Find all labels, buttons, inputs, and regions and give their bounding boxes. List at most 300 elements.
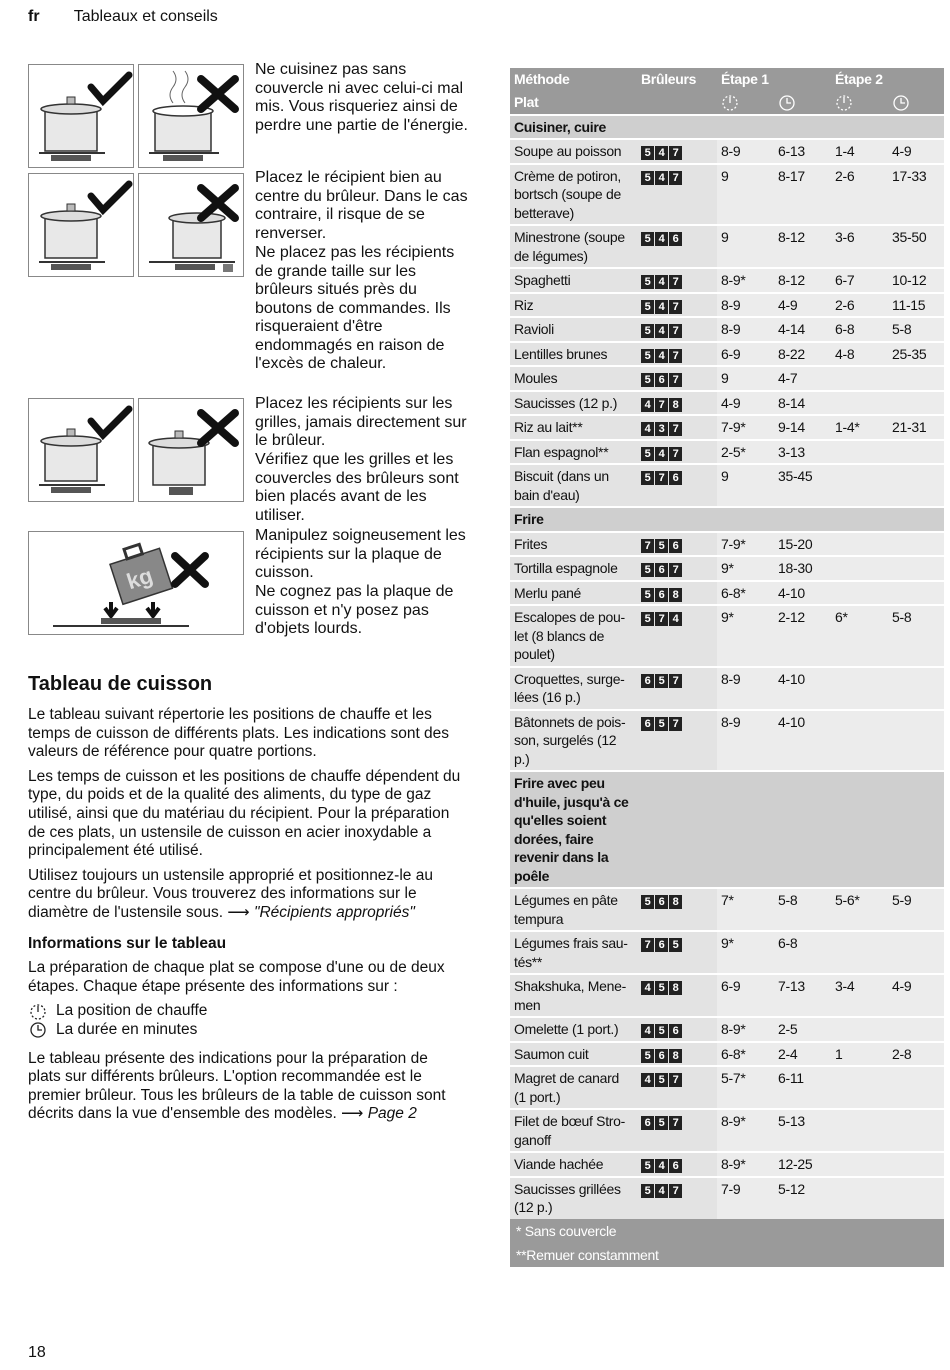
step1-time: 18-30 [774, 556, 831, 581]
burner-badge: 6 [669, 471, 682, 485]
dish-name: Filet de bœuf Stro-ganoff [510, 1109, 637, 1152]
step1-heat: 8-9* [717, 1017, 774, 1042]
burner-badge: 7 [669, 171, 682, 185]
step1-time: 2-12 [774, 605, 831, 667]
burner-badge: 5 [641, 349, 654, 363]
step2-time [888, 366, 944, 391]
table-row [510, 139, 944, 164]
step1-time: 5-12 [774, 1177, 831, 1219]
pot-with-lid-ok-illustration [28, 64, 134, 168]
pot-cross-icon [139, 65, 245, 169]
col-plat: Plat [510, 91, 637, 115]
step2-heat: 6-7 [831, 268, 888, 293]
burners-cell [637, 556, 717, 581]
burner-badge: 7 [641, 539, 654, 553]
table-row [510, 1066, 944, 1109]
step1-time: 3-13 [774, 440, 831, 465]
step1-time: 4-10 [774, 710, 831, 772]
step2-heat [831, 1109, 888, 1152]
dish-name: Tortilla espagnole [510, 556, 637, 581]
burner-badge: 5 [655, 1073, 668, 1087]
step1-heat: 8-9 [717, 139, 774, 164]
pot-no-lid-wrong-illustration [138, 64, 244, 168]
step2-heat: 3-4 [831, 974, 888, 1017]
subsection-title: Informations sur le tableau [28, 934, 227, 952]
burner-badge: 4 [669, 612, 682, 626]
table-row [510, 268, 944, 293]
section-title: Tableau de cuisson [28, 673, 213, 695]
burner-badge: 5 [641, 447, 654, 461]
burner-badge: 4 [655, 146, 668, 160]
step2-time: 25-35 [888, 342, 944, 367]
step1-heat: 9* [717, 605, 774, 667]
burner-badge: 6 [669, 232, 682, 246]
step2-heat [831, 710, 888, 772]
burners-cell [637, 931, 717, 974]
table-row [510, 464, 944, 507]
table-row [510, 366, 944, 391]
step1-time: 6-11 [774, 1066, 831, 1109]
step2-time: 11-15 [888, 293, 944, 318]
burner-badge: 7 [669, 1073, 682, 1087]
burners-cell [637, 391, 717, 416]
table-row [510, 225, 944, 268]
dish-name: Spaghetti [510, 268, 637, 293]
table-row [510, 974, 944, 1017]
table-row [510, 1152, 944, 1177]
step2-time: 17-33 [888, 164, 944, 226]
pot-cross-icon [139, 399, 245, 503]
step2-heat: 6-8 [831, 317, 888, 342]
burner-badge: 4 [655, 171, 668, 185]
burner-badge: 5 [641, 300, 654, 314]
burner-badge: 6 [655, 1049, 668, 1063]
step2-time [888, 931, 944, 974]
step2-time [888, 391, 944, 416]
col-etape2: Étape 2 [831, 68, 944, 91]
step1-time: 8-12 [774, 268, 831, 293]
burner-badge: 7 [669, 349, 682, 363]
burner-badge: 4 [655, 1184, 668, 1198]
legend-time: La durée en minutes [28, 1021, 463, 1040]
burner-badge: 6 [655, 373, 668, 387]
step1-time: 7-13 [774, 974, 831, 1017]
dish-name: Crème de potiron, bortsch (soupe de betterave) [510, 164, 637, 226]
dish-name: Riz [510, 293, 637, 318]
burners-cell [637, 415, 717, 440]
step1-heat: 9* [717, 556, 774, 581]
burner-badge: 7 [669, 717, 682, 731]
step1-heat: 7-9 [717, 1177, 774, 1219]
step2-heat: 3-6 [831, 225, 888, 268]
footnote-stir: **Remuer constamment [510, 1243, 944, 1267]
dish-name: Moules [510, 366, 637, 391]
table-row [510, 888, 944, 931]
cooking-table [510, 68, 944, 1267]
burner-badge: 5 [641, 612, 654, 626]
heat-position-icon [721, 94, 741, 112]
dish-name: Légumes frais sau-tés** [510, 931, 637, 974]
dish-name: Ravioli [510, 317, 637, 342]
step2-heat: 4-8 [831, 342, 888, 367]
dish-name: Escalopes de pou-let (8 blancs de poulet) [510, 605, 637, 667]
burner-badge: 5 [641, 373, 654, 387]
burners-cell [637, 605, 717, 667]
step2-heat [831, 667, 888, 710]
step2-heat [831, 366, 888, 391]
step1-heat: 8-9 [717, 317, 774, 342]
tip-large-pots: Ne placez pas les récipients de grande taille sur les brûleurs situés près du boutons de commandes. Ils risqueraient d'être endommagés en raison de l'excès de chaleur. [255, 244, 455, 372]
step2-time: 21-31 [888, 415, 944, 440]
burner-badge: 7 [655, 471, 668, 485]
table-row [510, 605, 944, 667]
step2-heat [831, 464, 888, 507]
burner-badge: 4 [655, 324, 668, 338]
burner-badge: 4 [641, 1073, 654, 1087]
category-row [510, 507, 944, 532]
dish-name: Saucisses (12 p.) [510, 391, 637, 416]
weight-label: kg [123, 562, 156, 595]
cookware-paragraph: Utilisez toujours un ustensile approprié et positionnez-le au centre du brûleur. Vous trouverez des informations sur le diamètre de l'ustensile sous. ⟶ "Récipients appropriés" [28, 866, 433, 921]
burner-badge: 6 [655, 895, 668, 909]
step1-time: 6-8 [774, 931, 831, 974]
section-body [28, 706, 463, 1130]
step2-heat [831, 1177, 888, 1219]
header-title: Tableaux et conseils [73, 8, 218, 25]
burner-badge: 5 [641, 1049, 654, 1063]
dish-name: Lentilles brunes [510, 342, 637, 367]
burners-cell [637, 1042, 717, 1067]
heat-position-icon [28, 1003, 48, 1021]
step2-time: 4-9 [888, 139, 944, 164]
step2-heat [831, 440, 888, 465]
pot-centered-ok-illustration [28, 173, 134, 277]
step1-heat: 6-9 [717, 342, 774, 367]
burners-cell [637, 581, 717, 606]
dish-name: Frites [510, 532, 637, 557]
step1-time: 8-12 [774, 225, 831, 268]
step1-heat: 2-5* [717, 440, 774, 465]
burners-cell [637, 317, 717, 342]
tip-check-grid: Vérifiez que les grilles et les couvercles des brûleurs sont bien placés avant de les utiliser. [255, 451, 459, 524]
table-row [510, 293, 944, 318]
burner-badge: 4 [655, 275, 668, 289]
table-row [510, 1042, 944, 1067]
step2-heat [831, 1066, 888, 1109]
burners-cell [637, 366, 717, 391]
step2-heat [831, 391, 888, 416]
burner-badge: 7 [669, 300, 682, 314]
burner-badge: 7 [669, 146, 682, 160]
burner-badge: 6 [641, 674, 654, 688]
step1-time: 8-17 [774, 164, 831, 226]
burner-badge: 4 [641, 1024, 654, 1038]
arrow-icon: ⟶ [227, 903, 250, 921]
burner-badge: 5 [641, 895, 654, 909]
dependency-paragraph: Les temps de cuisson et les positions de chauffe dépendent du type, du poids et de la qualité des aliments, du type de gaz utilisé, ainsi que du matériau du récipient. Pour la préparation de ces plats, un ustensile de cuisson en acier inoxydable a principalement été utilisé. [28, 767, 461, 860]
heat-position-icon [835, 94, 855, 112]
arrow-icon: ⟶ [341, 1105, 364, 1123]
burner-badge: 4 [655, 232, 668, 246]
burner-badge: 7 [655, 612, 668, 626]
dish-name: Flan espagnol** [510, 440, 637, 465]
step1-heat: 5-7* [717, 1066, 774, 1109]
step2-heat [831, 532, 888, 557]
burner-badge: 8 [669, 1049, 682, 1063]
pot-cross-icon [139, 174, 245, 278]
page-header [28, 8, 218, 26]
burner-badge: 5 [655, 1116, 668, 1130]
burners-cell [637, 342, 717, 367]
step1-time: 4-10 [774, 581, 831, 606]
step2-heat [831, 581, 888, 606]
step2-time [888, 667, 944, 710]
burners-cell [637, 1066, 717, 1109]
burners-cell [637, 710, 717, 772]
step2-time [888, 1109, 944, 1152]
tip-lid: Ne cuisinez pas sans couvercle ni avec celui-ci mal mis. Vous risqueriez ainsi de perdre une partie de l'énergie. [255, 61, 468, 134]
step1-heat: 8-9* [717, 1152, 774, 1177]
step1-heat: 8-9* [717, 1109, 774, 1152]
step2-time: 5-9 [888, 888, 944, 931]
burner-badge: 5 [641, 275, 654, 289]
burner-badge: 5 [641, 563, 654, 577]
burners-cell [637, 268, 717, 293]
dish-name: Minestrone (soupe de légumes) [510, 225, 637, 268]
burner-badge: 6 [641, 717, 654, 731]
step1-heat: 6-8* [717, 581, 774, 606]
burner-badge: 6 [669, 539, 682, 553]
burner-badge: 5 [655, 717, 668, 731]
col-bruleurs: Brûleurs [637, 68, 717, 91]
burners-cell [637, 225, 717, 268]
table-row [510, 440, 944, 465]
dish-name: Saucisses grillées (12 p.) [510, 1177, 637, 1219]
clock-icon [892, 94, 912, 112]
step1-time: 4-14 [774, 317, 831, 342]
step2-heat: 2-6 [831, 293, 888, 318]
burner-badge: 7 [655, 398, 668, 412]
language-code: fr [28, 8, 40, 25]
pot-check-icon [29, 174, 135, 278]
pot-offcenter-wrong-illustration [138, 173, 244, 277]
table-row [510, 415, 944, 440]
step2-time: 2-8 [888, 1042, 944, 1067]
pot-check-icon [29, 65, 135, 169]
burner-badge: 5 [641, 588, 654, 602]
category-row [510, 115, 944, 140]
step1-heat: 6-8* [717, 1042, 774, 1067]
step2-heat: 6* [831, 605, 888, 667]
burner-badge: 8 [669, 398, 682, 412]
tip-handle: Manipulez soigneusement les récipients sur la plaque de cuisson. [255, 527, 466, 581]
burner-badge: 6 [655, 588, 668, 602]
heavy-weight-wrong-illustration [28, 531, 244, 635]
step1-time: 8-22 [774, 342, 831, 367]
page-number: 18 [28, 1344, 46, 1361]
burner-badge: 6 [669, 1159, 682, 1173]
step1-time: 4-7 [774, 366, 831, 391]
table-row [510, 581, 944, 606]
step2-time [888, 1017, 944, 1042]
dish-name: Soupe au poisson [510, 139, 637, 164]
footnote-no-lid: * Sans couvercle [510, 1219, 944, 1243]
burner-badge: 5 [655, 1024, 668, 1038]
step2-time [888, 1066, 944, 1109]
burner-badge: 5 [669, 938, 682, 952]
pot-on-burner-wrong-illustration [138, 398, 244, 502]
step1-heat: 8-9 [717, 710, 774, 772]
burner-badge: 5 [655, 539, 668, 553]
step1-time: 6-13 [774, 139, 831, 164]
burner-badge: 7 [669, 275, 682, 289]
step1-heat: 9 [717, 464, 774, 507]
step2-time [888, 1177, 944, 1219]
dish-name: Bâtonnets de pois-son, surgelés (12 p.) [510, 710, 637, 772]
step1-heat: 9 [717, 366, 774, 391]
burner-badge: 7 [669, 422, 682, 436]
step2-time: 5-8 [888, 317, 944, 342]
table-row [510, 317, 944, 342]
burners-cell [637, 667, 717, 710]
category-label: Frire avec peu d'huile, jusqu'à ce qu'elles soient dorées, faire revenir dans la poêle [510, 771, 637, 888]
burner-badge: 4 [655, 300, 668, 314]
step1-time: 4-9 [774, 293, 831, 318]
table-row [510, 1177, 944, 1219]
burner-badge: 4 [641, 398, 654, 412]
dish-name: Viande hachée [510, 1152, 637, 1177]
burner-badge: 5 [641, 1159, 654, 1173]
clock-icon [778, 94, 798, 112]
col-etape1: Étape 1 [717, 68, 831, 91]
burner-badge: 4 [641, 422, 654, 436]
weight-cross-icon [29, 532, 245, 636]
table-row [510, 710, 944, 772]
category-label: Frire [510, 507, 944, 532]
category-label: Cuisiner, cuire [510, 115, 944, 140]
step1-time: 5-13 [774, 1109, 831, 1152]
step1-heat: 4-9 [717, 391, 774, 416]
burner-badge: 7 [669, 674, 682, 688]
burners-cell [637, 1109, 717, 1152]
dish-name: Omelette (1 port.) [510, 1017, 637, 1042]
step2-heat: 5-6* [831, 888, 888, 931]
table-row [510, 931, 944, 974]
burner-badge: 5 [641, 171, 654, 185]
burner-badge: 5 [655, 674, 668, 688]
step2-time: 10-12 [888, 268, 944, 293]
pot-check-icon [29, 399, 135, 503]
step1-time: 12-25 [774, 1152, 831, 1177]
burners-cell [637, 139, 717, 164]
dish-name: Légumes en pâte tempura [510, 888, 637, 931]
step2-heat [831, 1152, 888, 1177]
burner-badge: 7 [641, 938, 654, 952]
burner-badge: 5 [641, 232, 654, 246]
step2-time [888, 710, 944, 772]
step1-time: 9-14 [774, 415, 831, 440]
burners-cell [637, 164, 717, 226]
burners-cell [637, 974, 717, 1017]
step2-heat [831, 1017, 888, 1042]
step1-time: 4-10 [774, 667, 831, 710]
table-row [510, 1109, 944, 1152]
step1-time: 8-14 [774, 391, 831, 416]
step2-time: 5-8 [888, 605, 944, 667]
dish-name: Magret de canard (1 port.) [510, 1066, 637, 1109]
burners-cell [637, 1152, 717, 1177]
tip-grid: Placez les récipients sur les grilles, jamais directement sur le brûleur. [255, 395, 467, 449]
burner-badge: 7 [669, 373, 682, 387]
step2-time [888, 532, 944, 557]
step2-time [888, 1152, 944, 1177]
burners-cell [637, 440, 717, 465]
burners-cell [637, 888, 717, 931]
step2-heat [831, 931, 888, 974]
pot-on-grid-ok-illustration [28, 398, 134, 502]
step1-time: 15-20 [774, 532, 831, 557]
burner-badge: 7 [669, 563, 682, 577]
table-row [510, 164, 944, 226]
step1-time: 2-5 [774, 1017, 831, 1042]
burners-cell [637, 1177, 717, 1219]
step2-time [888, 581, 944, 606]
burner-badge: 5 [641, 324, 654, 338]
step2-time [888, 556, 944, 581]
step2-time: 4-9 [888, 974, 944, 1017]
steps-paragraph: La préparation de chaque plat se compose d'une ou de deux étapes. Chaque étape présente des informations sur : [28, 959, 445, 995]
dish-name: Biscuit (dans un bain d'eau) [510, 464, 637, 507]
table-row [510, 342, 944, 367]
step1-heat: 8-9 [717, 293, 774, 318]
burner-badge: 7 [669, 1116, 682, 1130]
cross-reference-link[interactable]: "Récipients appropriés" [253, 903, 415, 921]
table-row [510, 391, 944, 416]
step1-time: 35-45 [774, 464, 831, 507]
step2-heat: 1-4* [831, 415, 888, 440]
burners-cell [637, 1017, 717, 1042]
burner-badge: 5 [655, 981, 668, 995]
burner-badge: 5 [641, 146, 654, 160]
table-row [510, 667, 944, 710]
table-row [510, 532, 944, 557]
burner-badge: 7 [669, 447, 682, 461]
burner-badge: 8 [669, 981, 682, 995]
burner-badge: 6 [641, 1116, 654, 1130]
dish-name: Shakshuka, Mene-men [510, 974, 637, 1017]
step2-heat: 2-6 [831, 164, 888, 226]
step2-heat: 1-4 [831, 139, 888, 164]
burner-badge: 7 [669, 324, 682, 338]
clock-icon [28, 1021, 48, 1039]
legend-heat: La position de chauffe [28, 1002, 463, 1021]
burner-badge: 4 [655, 349, 668, 363]
step2-time [888, 440, 944, 465]
step1-time: 2-4 [774, 1042, 831, 1067]
dish-name: Merlu pané [510, 581, 637, 606]
step1-heat: 9 [717, 164, 774, 226]
tip-no-heavy: Ne cognez pas la plaque de cuisson et n'y posez pas d'objets lourds. [255, 583, 454, 637]
burners-cell [637, 464, 717, 507]
step1-heat: 7-9* [717, 532, 774, 557]
burners-cell [637, 532, 717, 557]
page-reference-link[interactable]: Page 2 [367, 1105, 417, 1123]
step1-time: 5-8 [774, 888, 831, 931]
dish-name: Saumon cuit [510, 1042, 637, 1067]
intro-paragraph: Le tableau suivant répertorie les positions de chauffe et les temps de cuisson de différents plats. Les indications sont des valeurs de référence pour quatre portions. [28, 706, 450, 761]
dish-name: Croquettes, surge-lées (16 p.) [510, 667, 637, 710]
step1-heat: 7* [717, 888, 774, 931]
